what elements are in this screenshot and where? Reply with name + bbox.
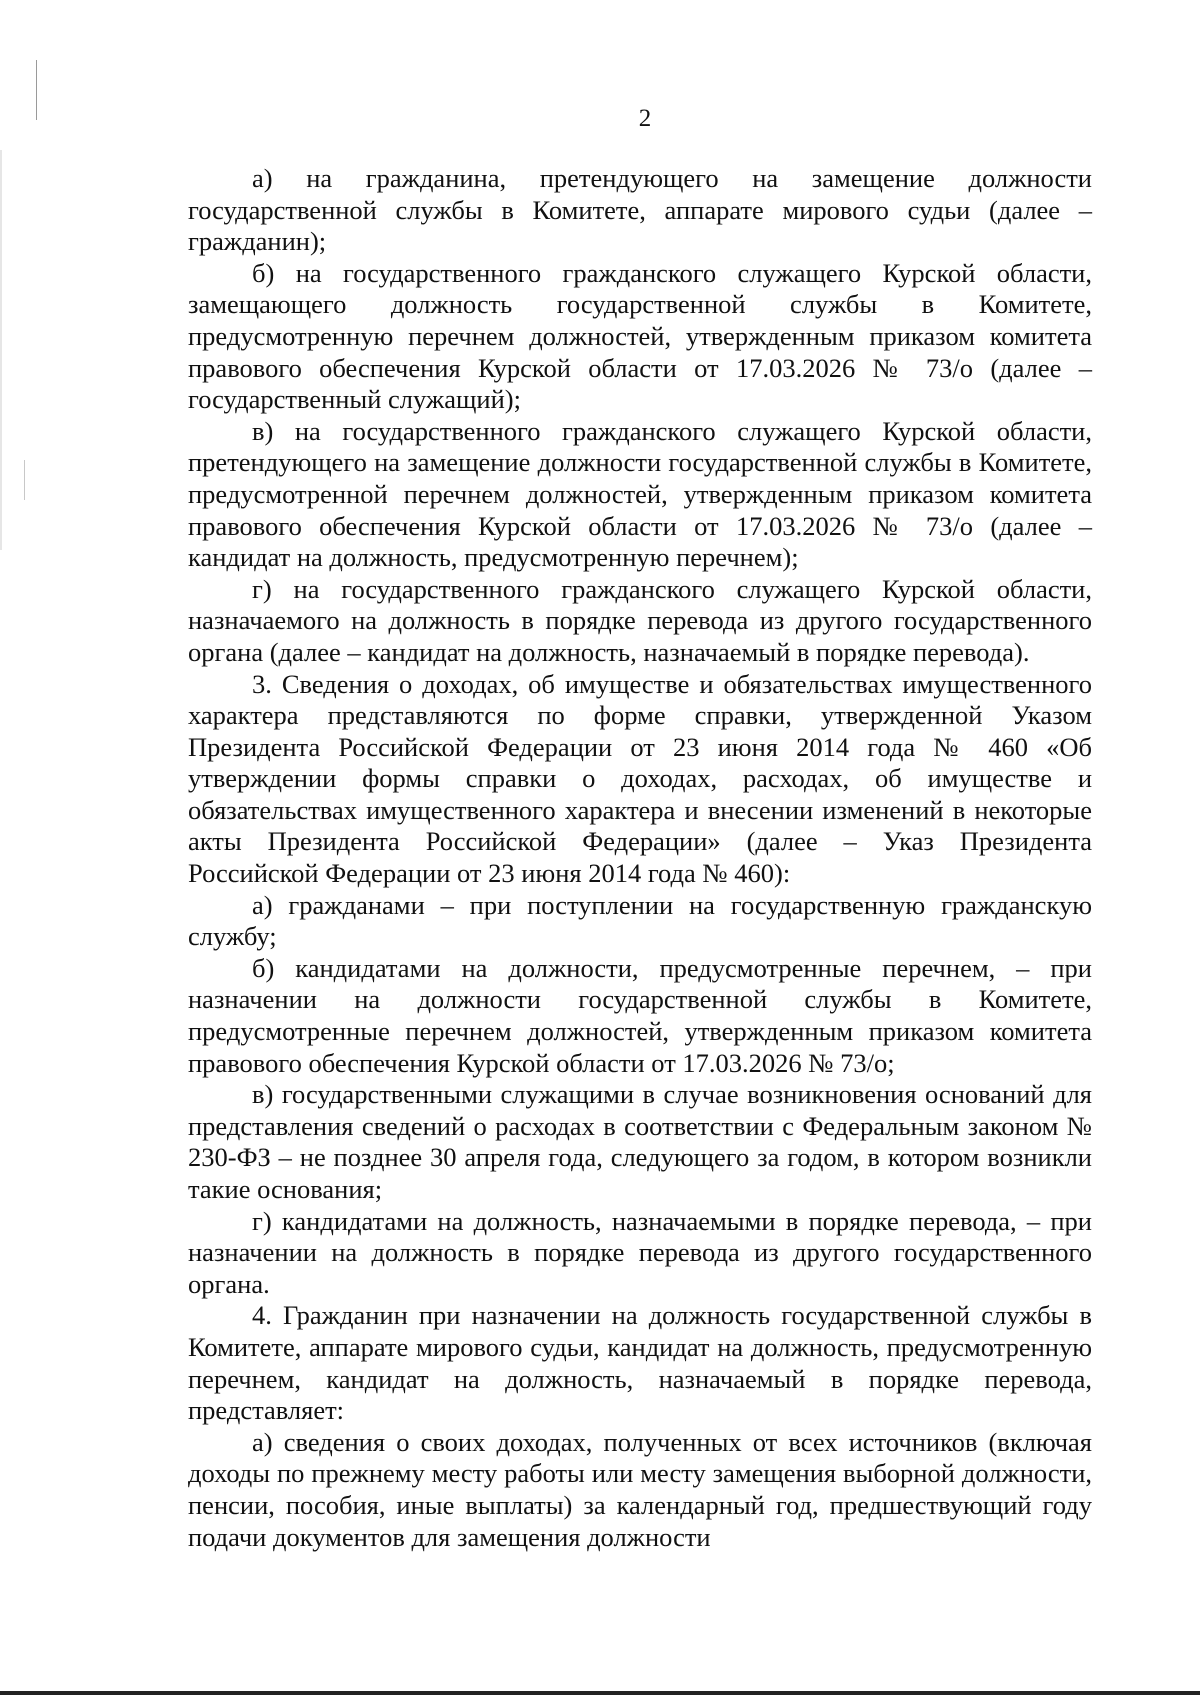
paragraph-2b: б) на государственного гражданского служащего Курской области, замещающего должность государственной службы в Комитете, предусмотренную перечнем должностей, утвержденным приказом комитета правового обеспечения Курской области от 17.03.2026 № 73/о (далее – государственный служащий); xyxy=(188,257,1092,415)
paragraph-3d: г) кандидатами на должность, назначаемыми в порядке перевода, – при назначении на должность в порядке перевода из другого государственного органа. xyxy=(188,1205,1092,1299)
paragraph-4: 4. Гражданин при назначении на должность государственной службы в Комитете, аппарате мирового судьи, кандидат на должность, предусмотренную перечнем, кандидат на должность, назначаемый в порядке перевода, представляет: xyxy=(188,1300,1092,1426)
paragraph-3: 3. Сведения о доходах, об имуществе и обязательствах имущественного характера представляются по форме справки, утвержденной Указом Президента Российской Федерации от 23 июня 2014 года № 460 «Об утверждении формы справки о доходах, расходах, об имуществе и обязательствах имущественного характера и внесении изменений в некоторые акты Президента Российской Федерации» (далее – Указ Президента Российской Федерации от 23 июня 2014 года № 460): xyxy=(188,668,1092,889)
paragraph-3a: а) гражданами – при поступлении на государственную гражданскую службу; xyxy=(188,889,1092,952)
paragraph-3b: б) кандидатами на должности, предусмотренные перечнем, – при назначении на должности государственной службы в Комитете, предусмотренные перечнем должностей, утвержденным приказом комитета правового обеспечения Курской области от 17.03.2026 № 73/о; xyxy=(188,952,1092,1078)
scan-edge-shadow xyxy=(0,150,2,550)
paragraph-4a: а) сведения о своих доходах, полученных от всех источников (включая доходы по прежнему месту работы или месту замещения выборной должности, пенсии, пособия, иные выплаты) за календарный год, предшествующий году подачи документов для замещения должности xyxy=(188,1426,1092,1552)
scan-bottom-edge xyxy=(0,1691,1200,1695)
paragraph-2c: в) на государственного гражданского служащего Курской области, претендующего на замещение должности государственной службы в Комитете, предусмотренной перечнем должностей, утвержденным приказом комитета правового обеспечения Курской области от 17.03.2026 № 73/о (далее – кандидат на должность, предусмотренную перечнем); xyxy=(188,415,1092,573)
paragraph-3c: в) государственными служащими в случае возникновения оснований для представления сведений о расходах в соответствии с Федеральным законом № 230-ФЗ – не позднее 30 апреля года, следующего за годом, в котором возникли такие основания; xyxy=(188,1079,1092,1204)
scan-mark xyxy=(24,460,25,500)
paragraph-2a: а) на гражданина, претендующего на замещение должности государственной службы в Комитете, аппарате мирового судьи (далее – гражданин); xyxy=(188,163,1092,257)
document-body xyxy=(188,163,1092,1553)
paragraph-2d: г) на государственного гражданского служащего Курской области, назначаемого на должность в порядке перевода из другого государственного органа (далее – кандидат на должность, назначаемый в порядке перевода). xyxy=(188,573,1092,667)
page-number: 2 xyxy=(638,105,652,132)
